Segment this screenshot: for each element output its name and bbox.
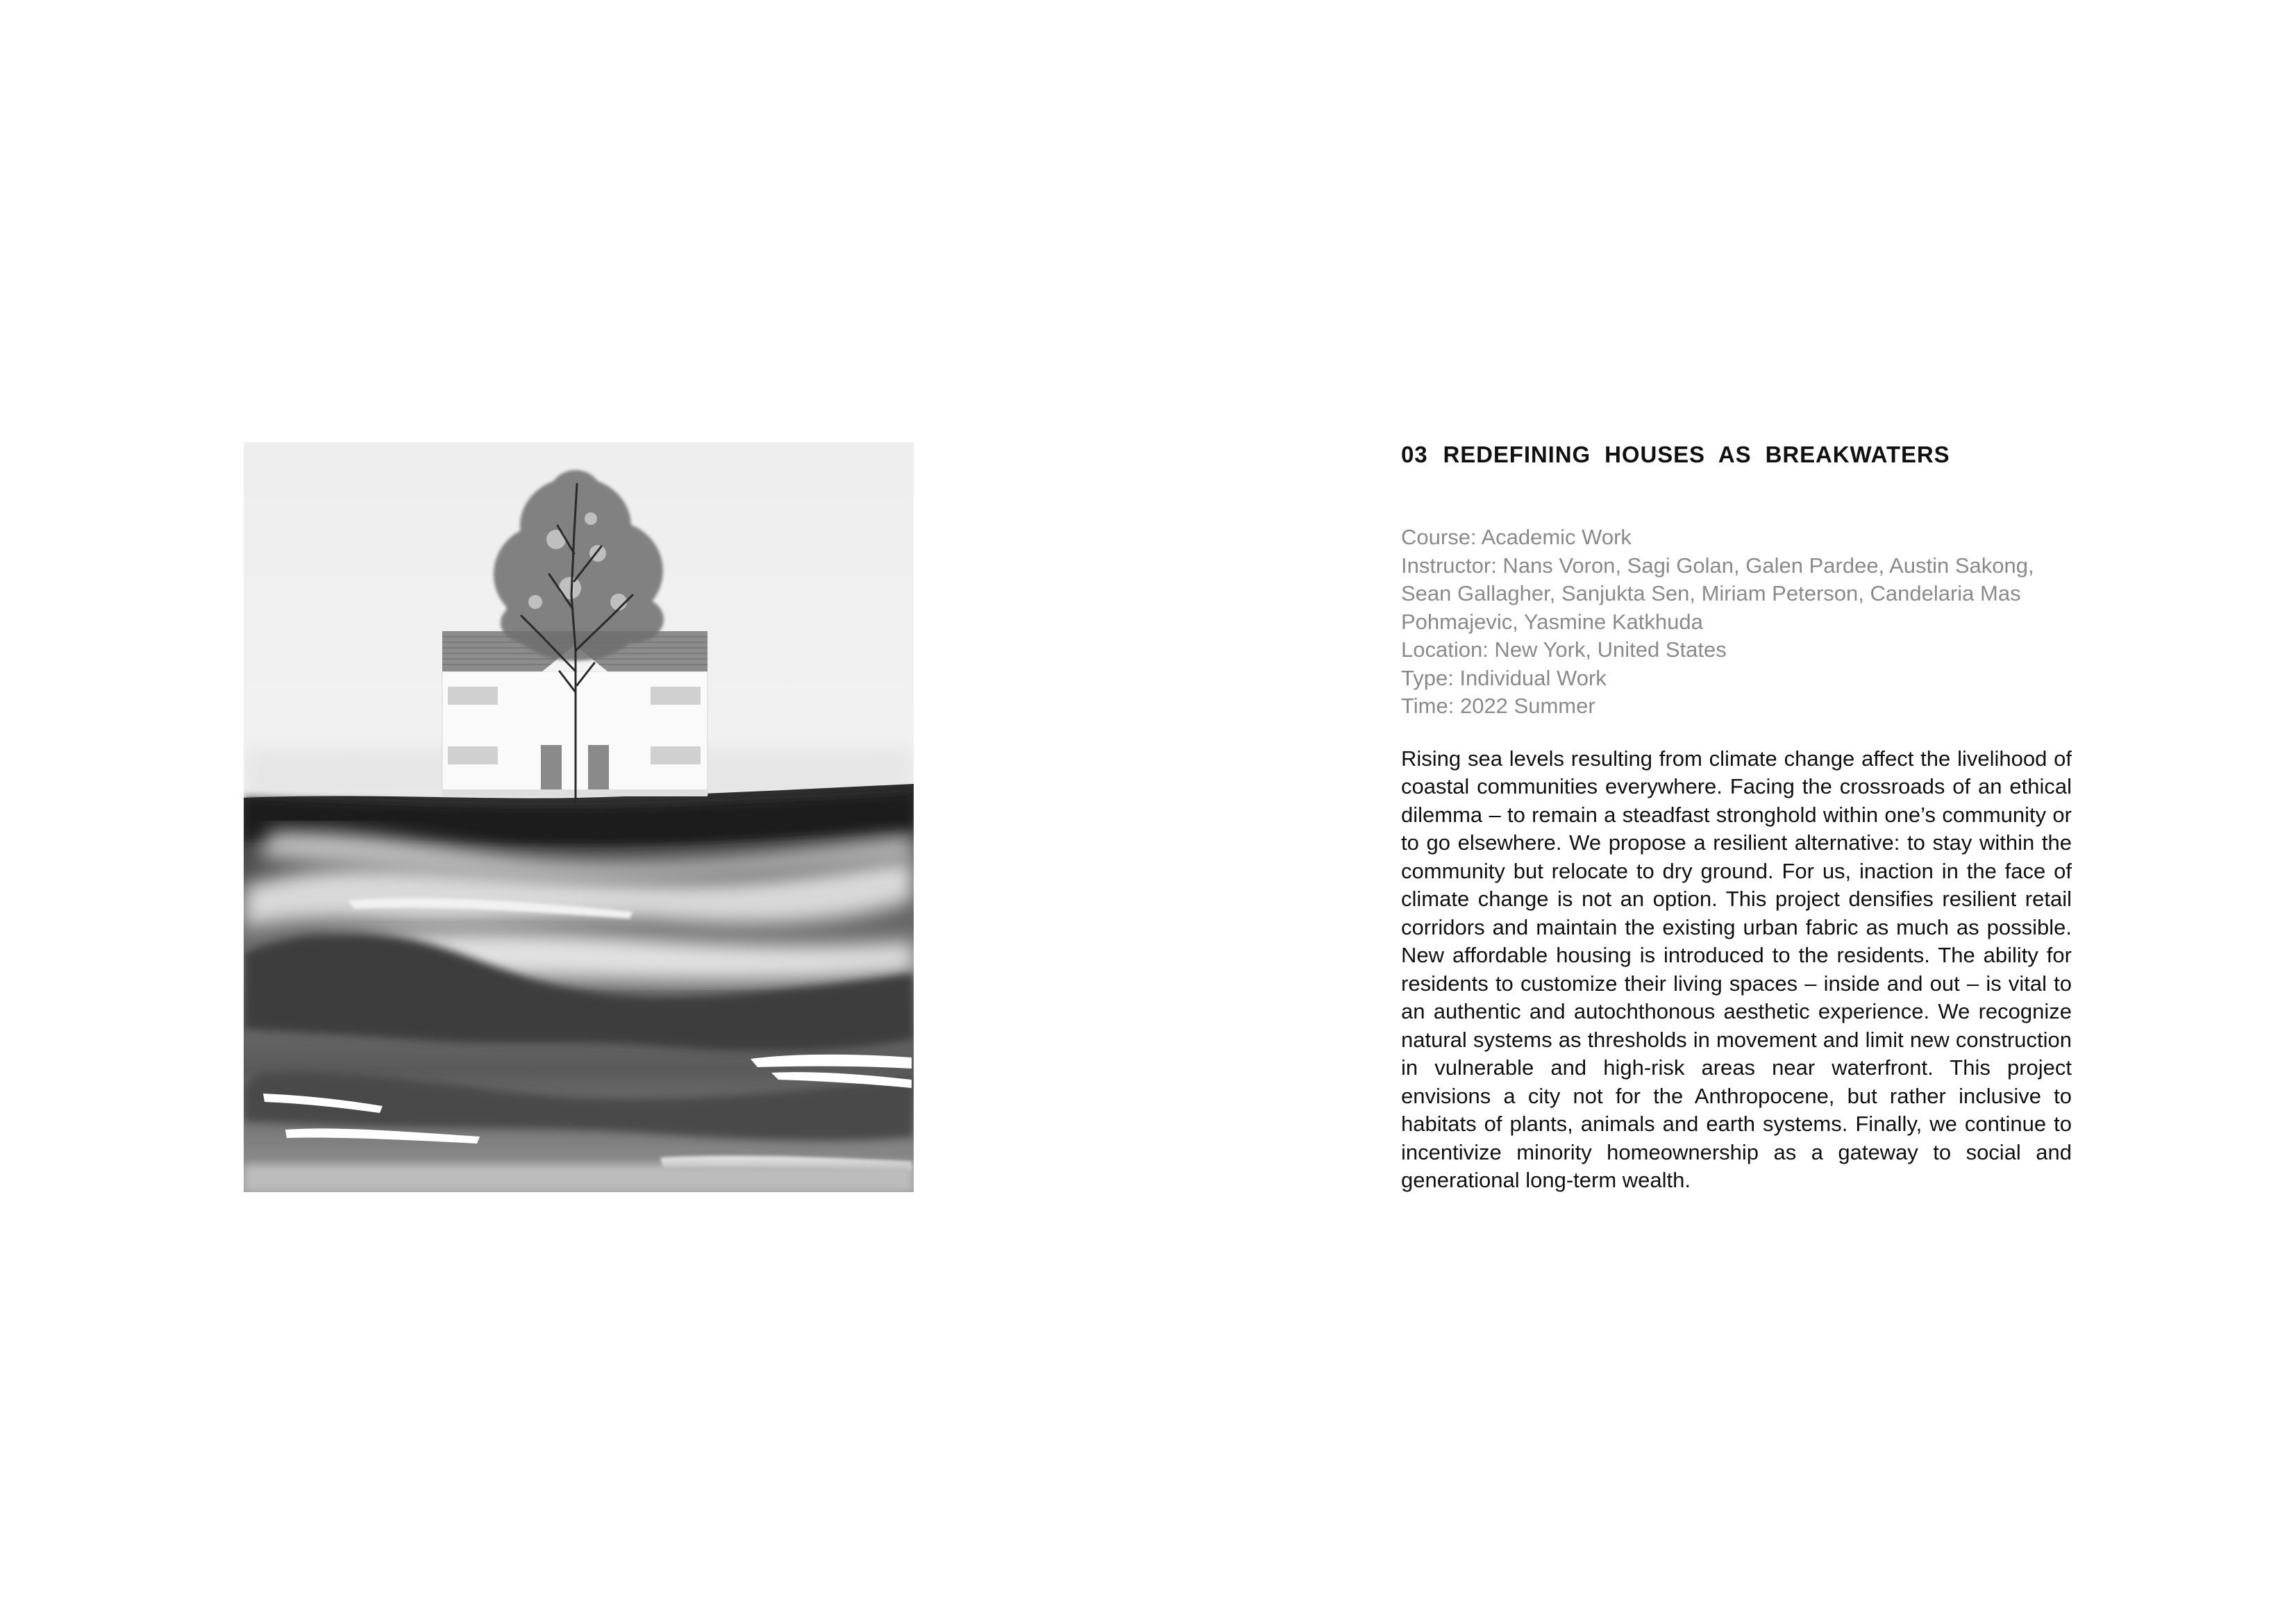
- project-title: [1401, 440, 2072, 469]
- location-line: Location: New York, United States: [1401, 637, 1727, 662]
- project-description-column: [1401, 440, 2072, 1216]
- time-line: Time: 2022 Summer: [1401, 694, 1595, 718]
- project-number: 03: [1401, 442, 1428, 467]
- project-title-text: REDEFINING HOUSES AS BREAKWATERS: [1443, 442, 1950, 467]
- house-and-tree-ink-drawing: [244, 442, 914, 1192]
- project-metadata: [1401, 524, 2072, 721]
- instructor-line: Instructor: Nans Voron, Sagi Golan, Galen Pardee, Austin Sakong, Sean Gallagher, Sanjukta Sen, Miriam Peterson, Candelaria Mas Pohmajevic, Yasmine Katkhuda: [1401, 553, 2034, 634]
- type-line: Type: Individual Work: [1401, 665, 1607, 690]
- course-line: Course: Academic Work: [1401, 525, 1632, 549]
- project-description: Rising sea levels resulting from climate change affect the livelihood of coastal communities everywhere. Facing the crossroads of an ethical dilemma – to remain a steadfast stronghold within one’s community or to go elsewhere. We propose a resilient alternative: to stay within the community but relocate to dry ground. For us, inaction in the face of climate change is not an option. This project densifies resilient retail corridors and maintain the existing urban fabric as much as possible. New affordable housing is introduced to the residents. The ability for residents to customize their living spaces – inside and out – is vital to an authentic and autochthonous aesthetic experience. We recognize natural systems as thresholds in movement and limit new construction in vulnerable and high-risk areas near waterfront. This project envisions a city not for the Anthropocene, but rather inclusive to habitats of plants, animals and earth systems. Finally, we continue to incentivize minority homeownership as a gateway to social and generational long-term wealth.: [1401, 746, 2072, 1192]
- project-illustration: [244, 442, 914, 1192]
